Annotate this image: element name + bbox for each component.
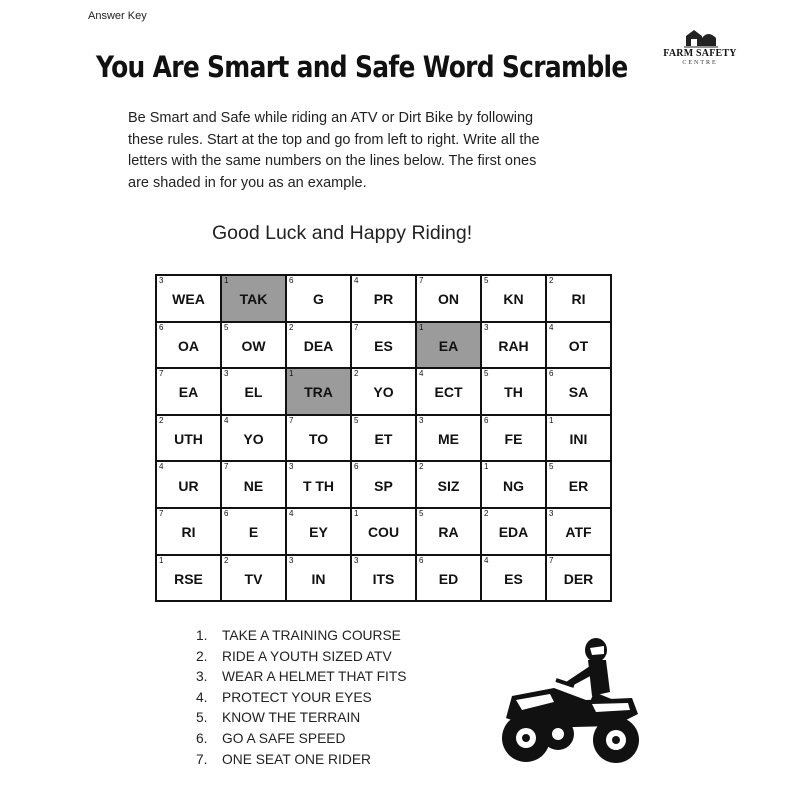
cell-number: 7 — [289, 415, 294, 425]
barn-logo-icon — [684, 26, 718, 48]
cell-number: 2 — [354, 369, 359, 379]
grid-cell — [546, 508, 611, 555]
answer-number: 7. — [196, 751, 208, 767]
answer-number: 1. — [196, 628, 208, 643]
cell-letters: G — [313, 291, 324, 308]
logo-subtitle: CENTRE — [682, 60, 718, 66]
grid-cell — [156, 555, 221, 602]
cell-letters: PR — [373, 291, 394, 308]
answer-text: ONE SEAT ONE RIDER — [222, 751, 371, 767]
grid-cell — [416, 275, 481, 322]
grid-cell — [546, 415, 611, 462]
answer-list — [196, 626, 407, 770]
grid-cell — [416, 555, 481, 602]
grid-cell — [351, 555, 416, 602]
cell-letters: NG — [503, 477, 524, 494]
cell-letters: ECT — [434, 384, 463, 401]
cell-letters: EDA — [498, 524, 529, 541]
cell-letters: EY — [309, 524, 328, 541]
cell-number: 2 — [224, 555, 229, 565]
cell-letters: TAK — [239, 291, 268, 308]
good-luck-heading: Good Luck and Happy Riding! — [212, 222, 473, 244]
cell-number: 3 — [419, 415, 424, 425]
cell-number: 4 — [159, 462, 164, 472]
cell-letters: OA — [178, 337, 199, 354]
answer-text: RIDE A YOUTH SIZED ATV — [222, 648, 392, 664]
answer-number: 5. — [196, 710, 208, 726]
cell-letters: OT — [568, 337, 589, 354]
answer-item — [196, 729, 407, 750]
cell-letters: YO — [373, 384, 394, 401]
cell-letters: T TH — [302, 477, 335, 494]
cell-number: 2 — [289, 322, 294, 332]
cell-number: 2 — [419, 462, 424, 472]
answer-item — [196, 647, 407, 668]
cell-letters: TV — [244, 570, 263, 587]
word-scramble-grid — [155, 274, 612, 602]
cell-number: 4 — [354, 276, 359, 285]
cell-letters: EA — [178, 384, 199, 401]
cell-letters: INI — [569, 431, 588, 448]
grid-cell — [546, 461, 611, 508]
cell-letters: RA — [438, 524, 459, 541]
cell-letters: EA — [438, 337, 459, 354]
answer-text: TAKE A TRAINING COURSE — [222, 628, 401, 643]
cell-number: 1 — [484, 462, 489, 472]
grid-cell — [156, 461, 221, 508]
cell-number: 3 — [224, 369, 229, 379]
cell-letters: FE — [504, 431, 523, 448]
cell-number: 7 — [224, 462, 229, 472]
cell-letters: DER — [563, 570, 594, 587]
cell-letters: RAH — [498, 337, 529, 354]
answer-text: WEAR A HELMET THAT FITS — [222, 669, 407, 685]
cell-number: 7 — [159, 508, 164, 518]
cell-number: 6 — [289, 276, 294, 285]
cell-number: 7 — [419, 276, 424, 285]
cell-number: 1 — [354, 508, 359, 518]
grid-cell — [221, 368, 286, 415]
cell-number: 4 — [224, 415, 229, 425]
grid-cell — [286, 415, 351, 462]
instructions — [128, 108, 608, 194]
grid-cell — [286, 322, 351, 369]
answer-number: 6. — [196, 730, 208, 746]
cell-number: 4 — [549, 322, 554, 332]
grid-cell — [481, 461, 546, 508]
grid-cell — [546, 275, 611, 322]
answer-number: 3. — [196, 669, 208, 685]
cell-number: 2 — [159, 415, 164, 425]
grid-cell — [351, 275, 416, 322]
cell-letters: ON — [438, 291, 459, 308]
cell-number: 1 — [159, 555, 164, 565]
cell-letters: ME — [438, 431, 459, 448]
grid-cell — [221, 415, 286, 462]
cell-number: 2 — [484, 508, 489, 518]
cell-number: 3 — [549, 508, 554, 518]
instructions-line: Be Smart and Safe while riding an ATV or Dirt Bike by following — [128, 110, 534, 126]
grid-cell — [286, 275, 351, 322]
logo-name: FARM SAFETY — [663, 48, 737, 59]
cell-letters: KN — [503, 291, 524, 308]
cell-number: 6 — [224, 508, 229, 518]
grid-cell — [156, 508, 221, 555]
grid-cell — [481, 555, 546, 602]
cell-letters: RI — [181, 524, 196, 541]
answer-number: 4. — [196, 689, 208, 705]
cell-letters: ES — [504, 570, 523, 587]
answer-number: 2. — [196, 648, 208, 664]
cell-number: 6 — [354, 462, 359, 472]
cell-number: 6 — [159, 322, 164, 332]
grid-cell — [481, 508, 546, 555]
grid-cell — [481, 275, 546, 322]
cell-number: 6 — [419, 555, 424, 565]
cell-letters: TRA — [304, 384, 333, 401]
cell-number: 5 — [484, 276, 489, 285]
grid-cell — [351, 508, 416, 555]
cell-number: 5 — [419, 508, 424, 518]
cell-number: 7 — [549, 555, 554, 565]
grid-cell — [156, 322, 221, 369]
cell-letters: TH — [504, 384, 523, 401]
answer-key-label: Answer Key — [88, 10, 147, 22]
cell-letters: RI — [571, 291, 586, 308]
cell-number: 4 — [419, 369, 424, 379]
cell-letters: COU — [367, 524, 400, 541]
cell-letters: TO — [308, 431, 329, 448]
grid-cell — [221, 555, 286, 602]
cell-number: 3 — [354, 555, 359, 565]
instructions-line: letters with the same numbers on the lines below. The first ones — [128, 153, 537, 169]
grid-cell — [416, 508, 481, 555]
cell-letters: ER — [568, 477, 589, 494]
answer-item — [196, 626, 407, 647]
cell-number: 7 — [354, 322, 359, 332]
cell-number: 6 — [484, 415, 489, 425]
cell-letters: ET — [374, 431, 393, 448]
grid-cell — [546, 368, 611, 415]
grid-cell — [351, 415, 416, 462]
grid-cell — [416, 461, 481, 508]
grid-cell — [416, 368, 481, 415]
grid-cell — [156, 415, 221, 462]
cell-number: 3 — [289, 555, 294, 565]
grid-cell — [286, 508, 351, 555]
grid-cell — [221, 275, 286, 322]
grid-cell — [481, 322, 546, 369]
grid-cell — [156, 275, 221, 322]
grid-cell — [416, 322, 481, 369]
answer-text: GO A SAFE SPEED — [222, 730, 346, 746]
grid-cell — [286, 555, 351, 602]
cell-number: 1 — [549, 415, 554, 425]
cell-letters: IN — [311, 570, 326, 587]
cell-letters: ITS — [372, 570, 395, 587]
cell-letters: DEA — [303, 337, 334, 354]
instructions-line: these rules. Start at the top and go from left to right. Write all the — [128, 131, 540, 148]
grid-cell — [481, 368, 546, 415]
cell-number: 4 — [289, 508, 294, 518]
grid-cell — [546, 555, 611, 602]
cell-number: 4 — [484, 555, 489, 565]
cell-letters: EL — [244, 384, 263, 401]
grid-cell — [351, 461, 416, 508]
cell-letters: RSE — [174, 570, 203, 587]
cell-letters: SIZ — [437, 477, 460, 494]
answer-item — [196, 688, 407, 709]
grid-cell — [416, 415, 481, 462]
grid-cell — [221, 461, 286, 508]
atv-rider-icon — [494, 630, 644, 770]
cell-number: 5 — [484, 369, 489, 379]
grid-cell — [351, 368, 416, 415]
cell-letters: SP — [374, 477, 393, 494]
grid-cell — [546, 322, 611, 369]
cell-number: 2 — [549, 276, 554, 285]
cell-number: 5 — [354, 415, 359, 425]
cell-letters: ATF — [565, 524, 592, 541]
cell-number: 7 — [159, 369, 164, 379]
cell-number: 3 — [159, 276, 164, 285]
cell-letters: E — [248, 524, 259, 541]
farm-safety-logo — [660, 26, 740, 70]
cell-number: 1 — [289, 369, 294, 379]
cell-letters: SA — [568, 384, 589, 401]
grid-cell — [221, 508, 286, 555]
grid-cell — [481, 415, 546, 462]
cell-number: 5 — [549, 462, 554, 472]
grid-cell — [221, 322, 286, 369]
page-title: You Are Smart and Safe Word Scramble — [96, 50, 628, 84]
answer-item — [196, 708, 407, 729]
grid-cell — [351, 322, 416, 369]
cell-number: 5 — [224, 322, 229, 332]
answer-item — [196, 667, 407, 688]
answer-text: PROTECT YOUR EYES — [222, 689, 372, 705]
cell-letters: YO — [243, 431, 264, 448]
cell-letters: ED — [438, 570, 459, 587]
cell-letters: OW — [241, 337, 266, 354]
cell-number: 3 — [484, 322, 489, 332]
instructions-line: are shaded in for you as an example. — [128, 174, 367, 191]
cell-number: 3 — [289, 462, 294, 472]
cell-letters: ES — [374, 337, 393, 354]
grid-cell — [286, 368, 351, 415]
cell-letters: UTH — [174, 431, 203, 448]
cell-number: 1 — [419, 322, 424, 332]
cell-number: 1 — [224, 276, 229, 285]
answer-item — [196, 750, 407, 771]
grid-cell — [286, 461, 351, 508]
cell-number: 6 — [549, 369, 554, 379]
answer-text: KNOW THE TERRAIN — [222, 710, 361, 726]
cell-letters: NE — [243, 477, 264, 494]
cell-letters: UR — [178, 477, 199, 494]
cell-letters: WEA — [172, 291, 205, 308]
grid-cell — [156, 368, 221, 415]
